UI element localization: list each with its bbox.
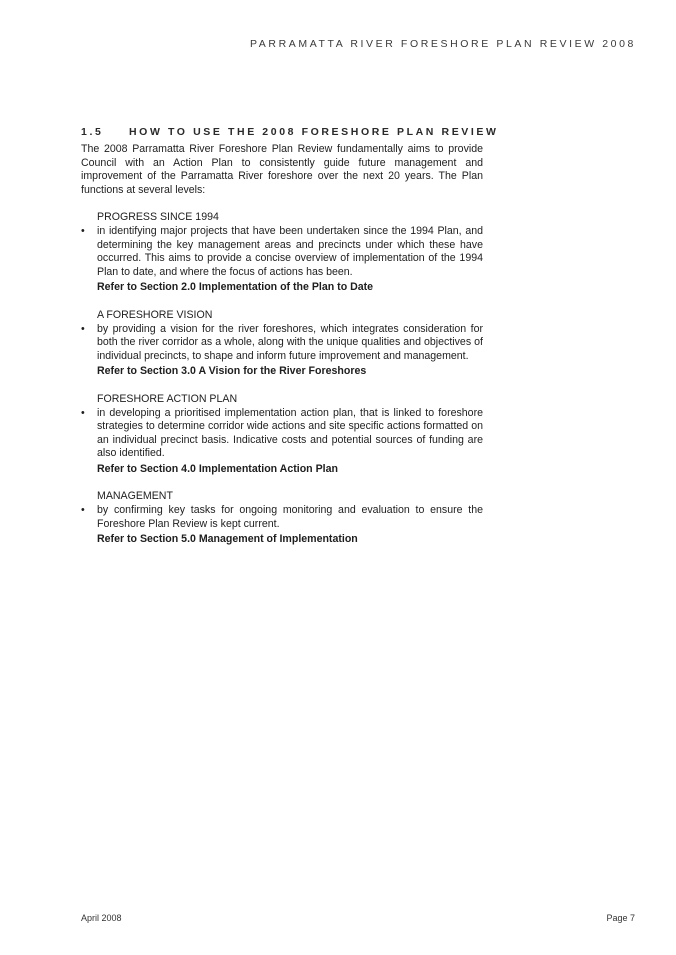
level-title: A FORESHORE VISION (97, 308, 213, 321)
bullet-icon: • (81, 504, 85, 517)
level-title: FORESHORE ACTION PLAN (97, 392, 238, 405)
bullet-icon: • (81, 322, 85, 335)
section-title: HOW TO USE THE 2008 FORESHORE PLAN REVIEW (129, 126, 499, 138)
running-header: PARRAMATTA RIVER FORESHORE PLAN REVIEW 2008 (249, 38, 636, 50)
level-title: MANAGEMENT (97, 490, 173, 503)
bullet-text: by confirming key tasks for ongoing monitoring and evaluation to ensure the Foreshore Plan Review is kept current. (97, 504, 483, 530)
section-number: 1.5 (81, 126, 104, 138)
section-reference: Refer to Section 2.0 Implementation of the Plan to Date (97, 281, 374, 294)
section-reference: Refer to Section 4.0 Implementation Action Plan (97, 462, 338, 475)
page-number: Page 7 (606, 913, 635, 923)
bullet-item (81, 406, 483, 461)
level-vision (81, 309, 483, 379)
intro-paragraph: The 2008 Parramatta River Foreshore Plan Review fundamentally aims to provide Council with an Action Plan to consistently guide future management and improvement of the Parramatta River foreshore over the next 20 years. The Plan functions at several levels: (81, 143, 483, 196)
bullet-item (81, 322, 483, 364)
section-reference: Refer to Section 5.0 Management of Implementation (97, 533, 358, 546)
page-content (81, 126, 499, 547)
bullet-text: in identifying major projects that have been undertaken since the 1994 Plan, and determining the key management areas and precincts under which these have occurred. This aims to provide a concise overview of implementation of the 1994 Plan to date, and where the focus of actions has been. (97, 224, 483, 278)
section-heading (81, 126, 499, 138)
bullet-item (81, 224, 483, 279)
bullet-icon: • (81, 406, 85, 419)
level-title: PROGRESS SINCE 1994 (97, 211, 219, 224)
section-reference: Refer to Section 3.0 A Vision for the River Foreshores (97, 365, 367, 378)
level-progress (81, 211, 483, 295)
bullet-item (81, 504, 483, 531)
bullet-icon: • (81, 224, 85, 237)
bullet-text: by providing a vision for the river foreshores, which integrates consideration for both the river corridor as a whole, along with the unique qualities and objectives of individual precincts, to shape and inform future improvement and management. (97, 322, 483, 362)
level-management (81, 490, 483, 546)
footer-date: April 2008 (81, 913, 122, 923)
level-action-plan (81, 393, 483, 477)
bullet-text: in developing a prioritised implementation action plan, that is linked to foreshore strategies to determine corridor wide actions and site specific actions formatted on an individual precinct basis. Indicative costs and potential sources of funding are also identified. (97, 406, 483, 460)
